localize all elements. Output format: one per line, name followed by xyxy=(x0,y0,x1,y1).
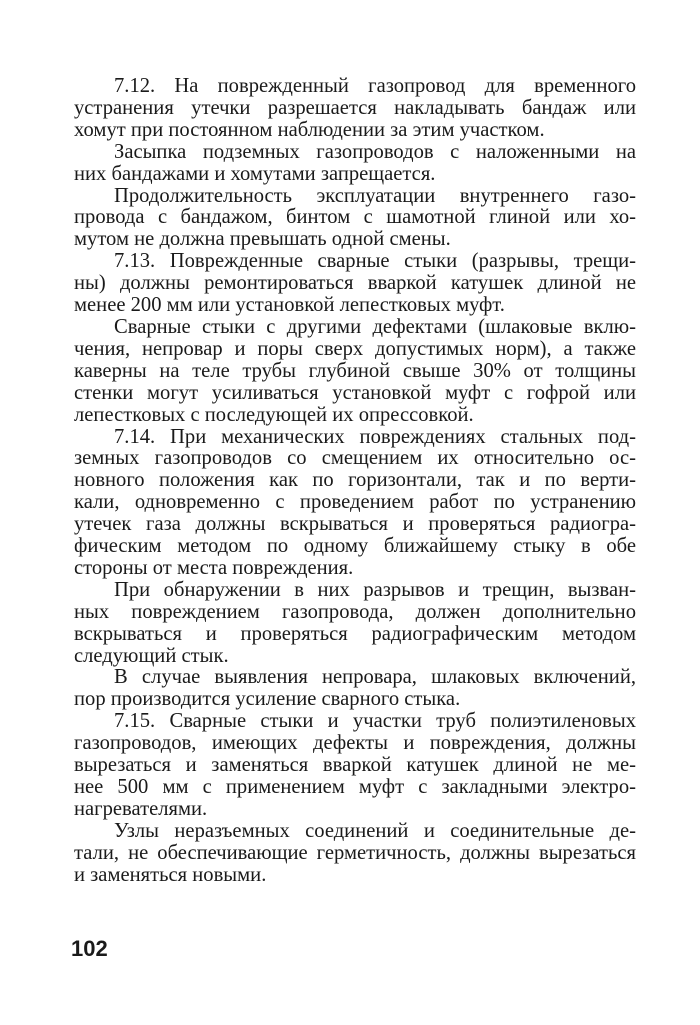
text-line: 7.13. Поврежденные сварные стыки (разрывы, трещи- xyxy=(114,250,636,273)
text-line: новного положения как по горизонтали, так и по верти- xyxy=(74,469,636,492)
page-number: 102 xyxy=(71,936,108,961)
text-line: и заменяться новыми. xyxy=(74,863,267,886)
text-line: стенки могут усиливаться установкой муфт с гофрой или xyxy=(74,381,636,404)
paragraph xyxy=(74,142,636,186)
body-text xyxy=(74,76,636,887)
text-line: 7.14. При механических повреждениях стальных под- xyxy=(114,425,636,448)
text-line: земных газопроводов со смещением их относительно ос- xyxy=(74,447,636,470)
text-line: менее 200 мм или установкой лепестковых муфт. xyxy=(74,294,505,317)
text-line: нее 500 мм с применением муфт с закладными электро- xyxy=(74,776,636,798)
text-line: При обнаружении в них разрывов и трещин, вызван- xyxy=(114,578,636,601)
text-line: В случае выявления непровара, шлаковых включений, xyxy=(114,666,636,689)
paragraph xyxy=(74,76,636,142)
text-line: каверны на теле трубы глубиной свыше 30% от толщины xyxy=(74,359,636,382)
paragraph xyxy=(74,317,636,427)
text-line: 7.15. Сварные стыки и участки труб полиэтиленовых xyxy=(114,710,636,733)
text-line: устранения утечки разрешается накладывать бандаж или xyxy=(74,96,636,119)
text-line: 7.12. На поврежденный газопровод для временного xyxy=(114,75,636,97)
text-line: Узлы неразъемных соединений и соединительные де- xyxy=(114,819,636,842)
text-line: вырезаться и заменяться вваркой катушек длиной не ме- xyxy=(74,754,636,777)
text-line: вскрываться и проверяться радиографическим методом xyxy=(74,622,636,645)
text-line: газопроводов, имеющих дефекты и повреждения, должны xyxy=(74,732,636,755)
text-line: чения, непровар и поры сверх допустимых норм), а также xyxy=(74,337,636,360)
paragraph xyxy=(74,580,636,668)
text-line: Продолжительность эксплуатации внутреннего газо- xyxy=(114,184,636,207)
text-line: кали, одновременно с проведением работ по устранению xyxy=(74,491,636,514)
text-line: Засыпка подземных газопроводов с наложенными на xyxy=(114,140,636,163)
text-line: мутом не должна превышать одной смены. xyxy=(74,228,451,251)
text-line: ны) должны ремонтироваться вваркой катушек длиной не xyxy=(74,272,636,295)
text-line: провода с бандажом, бинтом с шамотной глиной или хо- xyxy=(74,206,636,229)
text-line: лепестковых с последующей их опрессовкой. xyxy=(74,403,474,426)
text-line: следующий стык. xyxy=(74,644,229,667)
paragraph xyxy=(74,186,636,252)
text-line: Сварные стыки с другими дефектами (шлаковые вклю- xyxy=(114,315,636,338)
text-line: ных повреждением газопровода, должен дополнительно xyxy=(74,600,636,623)
paragraph xyxy=(74,251,636,317)
text-line: утечек газа должны вскрываться и проверяться радиогра- xyxy=(74,513,636,536)
paragraph xyxy=(74,427,636,580)
text-line: стороны от места повреждения. xyxy=(74,556,354,579)
paragraph xyxy=(74,667,636,711)
paragraph xyxy=(74,711,636,821)
text-line: нагревателями. xyxy=(74,797,208,820)
text-line: пор производится усиление сварного стыка. xyxy=(74,688,461,711)
text-line: хомут при постоянном наблюдении за этим участком. xyxy=(74,118,545,141)
text-line: фическим методом по одному ближайшему стыку в обе xyxy=(74,535,636,558)
text-line: них бандажами и хомутами запрещается. xyxy=(74,162,436,185)
text-line: тали, не обеспечивающие герметичность, должны вырезаться xyxy=(74,841,636,864)
paragraph xyxy=(74,821,636,887)
